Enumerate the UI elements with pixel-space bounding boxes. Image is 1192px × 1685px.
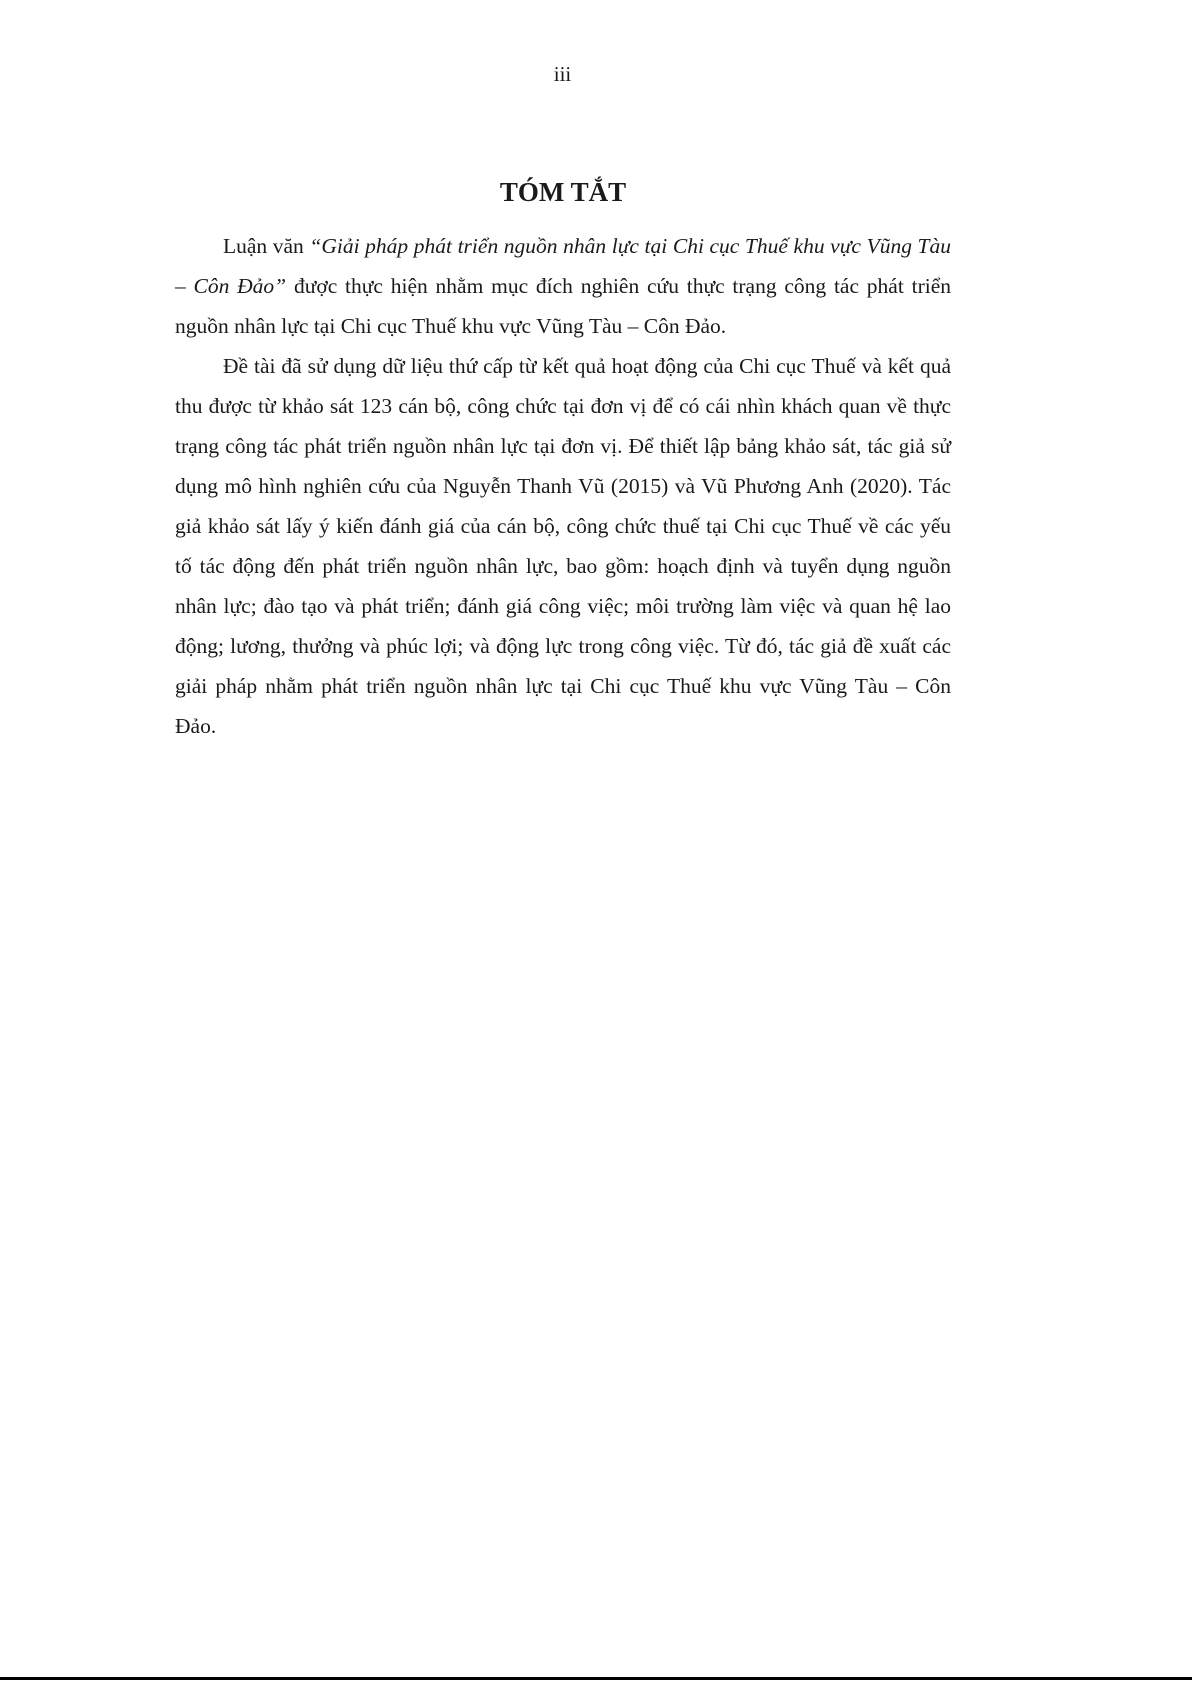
bottom-border-line xyxy=(0,1677,1192,1680)
paragraph-1-rest: được thực hiện nhằm mục đích nghiên cứu thực trạng công tác phát triển nguồn nhân lực tại Chi cục Thuế khu vực Vũng Tàu – Côn Đảo. xyxy=(175,274,952,338)
page-number: iii xyxy=(553,62,572,86)
paragraph-1-lead: Luận văn xyxy=(223,234,310,258)
section-title: TÓM TẮT xyxy=(499,177,627,207)
paragraph-2: Đề tài đã sử dụng dữ liệu thứ cấp từ kết quả hoạt động của Chi cục Thuế và kết quả thu được từ khảo sát 123 cán bộ, công chức tại đơn vị để có cái nhìn khách quan về thực trạng công tác phát triển nguồn nhân lực tại đơn vị. Để thiết lập bảng khảo sát, tác giả sử dụng mô hình nghiên cứu của Nguyễn Thanh Vũ (2015) và Vũ Phương Anh (2020). Tác giả khảo sát lấy ý kiến đánh giá của cán bộ, công chức thuế tại Chi cục Thuế về các yếu tố tác động đến phát triển nguồn nhân lực, bao gồm: hoạch định và tuyển dụng nguồn nhân lực; đào tạo và phát triển; đánh giá công việc; môi trường làm việc và quan hệ lao động; lương, thưởng và phúc lợi; và động lực trong công việc. Từ đó, tác giả đề xuất các giải pháp nhằm phát triển nguồn nhân lực tại Chi cục Thuế khu vực Vũng Tàu – Côn Đảo. xyxy=(175,354,951,738)
page-content xyxy=(175,172,951,746)
thesis-title-italic: “Giải pháp phát triển nguồn nhân lực tại Chi cục Thuế khu vực Vũng Tàu – Côn Đảo” xyxy=(175,234,951,298)
paragraph-1 xyxy=(175,226,951,346)
